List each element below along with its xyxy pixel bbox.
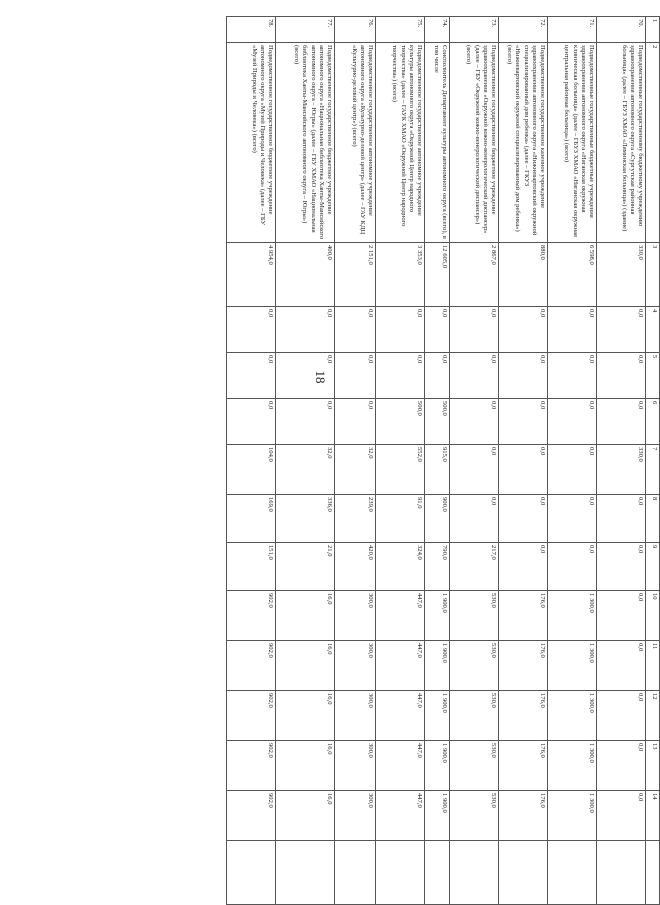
value-cell: 0,0 [335,399,376,445]
row-description-cell: Соисполнитель Департамент культуры автономного округа (всего), в том числе [425,43,450,243]
value-cell: 400,0 [276,243,335,307]
col-number: 10 [646,591,660,641]
value-cell: 1 300,0 [548,691,597,741]
col-number: 7 [646,445,660,495]
row-number-cell: 70. [597,17,646,43]
table-row [597,17,646,905]
col-number: 5 [646,353,660,399]
value-cell: 169,0 [227,495,276,543]
value-cell: 6 598,0 [548,243,597,307]
value-cell: 0,0 [450,307,499,353]
value-cell: 552,0 [376,445,425,495]
col-number: 11 [646,641,660,691]
row-description-cell: Подведомственное государственное автономное учреждение автономного округа «Культурно-деловой центр» (далее – ГАУ КДЦ «Культурно-деловой центр») (всего) [335,43,376,243]
col-number-extra [646,841,660,905]
value-cell: 447,0 [376,741,425,791]
table-row [499,17,548,905]
value-cell: 0,0 [335,307,376,353]
col-number: 4 [646,307,660,353]
value-cell: 104,0 [227,445,276,495]
value-cell: 447,0 [376,591,425,641]
value-cell: 151,0 [227,543,276,591]
value-cell: 530,0 [450,791,499,841]
value-cell: 0,0 [450,399,499,445]
value-cell: 530,0 [450,741,499,791]
table-row [376,17,425,905]
table-row [335,17,376,905]
row-number-cell: 74. [425,17,450,43]
value-cell: 0,0 [548,543,597,591]
value-cell: 420,0 [335,543,376,591]
empty-cell [425,841,450,905]
empty-cell [227,841,276,905]
value-cell: 176,0 [499,641,548,691]
row-number-cell: 72. [499,17,548,43]
value-cell: 0,0 [227,399,276,445]
value-cell: 32,0 [276,445,335,495]
value-cell: 530,0 [450,591,499,641]
value-cell: 217,0 [450,543,499,591]
value-cell: 16,0 [276,791,335,841]
value-cell: 1 300,0 [548,641,597,691]
row-number-cell: 75. [376,17,425,43]
value-cell: 0,0 [597,791,646,841]
value-cell: 902,0 [227,791,276,841]
table-row [425,17,450,905]
value-cell: 1 900,0 [425,591,450,641]
value-cell: 915,0 [425,445,450,495]
empty-cell [450,841,499,905]
value-cell: 2 151,0 [335,243,376,307]
col-number: 13 [646,741,660,791]
value-cell: 902,0 [227,641,276,691]
value-cell: 0,0 [499,445,548,495]
column-number-row [646,17,660,905]
value-cell: 0,0 [499,353,548,399]
rotated-table-container [76,16,660,904]
value-cell: 500,0 [425,399,450,445]
row-description-cell: Подведомственное государственное казенное учреждение здравоохранения автономного округа «Нижневартовский окружной специализированный дом ребенка» (далее – ГКУЗ «Нижневартовский окружной специализированный дом ребенка») (всего) [499,43,548,243]
row-number-cell: 76. [335,17,376,43]
value-cell: 239,0 [335,495,376,543]
value-cell: 0,0 [276,353,335,399]
row-number-cell: 71. [548,17,597,43]
row-description-cell: Подведомственное государственное автономное учреждение культуры автономного округа «Окружной Центр народного творчества» (далее – ГАУК ХМАО «Окружной Центр народного творчества») (всего) [376,43,425,243]
empty-cell [335,841,376,905]
value-cell: 336,0 [276,495,335,543]
value-cell: 16,0 [276,741,335,791]
value-cell: 0,0 [450,445,499,495]
value-cell: 0,0 [548,353,597,399]
value-cell: 0,0 [499,543,548,591]
value-cell: 0,0 [597,591,646,641]
value-cell: 0,0 [450,353,499,399]
value-cell: 0,0 [499,307,548,353]
value-cell: 4 954,0 [227,243,276,307]
value-cell: 0,0 [276,399,335,445]
col-number: 2 [646,43,660,243]
value-cell: 176,0 [499,791,548,841]
value-cell: 0,0 [597,741,646,791]
value-cell: 0,0 [548,399,597,445]
value-cell: 300,0 [335,691,376,741]
value-cell: 0,0 [425,307,450,353]
value-cell: 0,0 [548,307,597,353]
value-cell: 1 900,0 [425,641,450,691]
col-number: 8 [646,495,660,543]
value-cell: 447,0 [376,791,425,841]
value-cell: 0,0 [499,495,548,543]
value-cell: 300,0 [335,591,376,641]
value-cell: 21,0 [276,543,335,591]
value-cell: 1 300,0 [548,741,597,791]
table-row [276,17,335,905]
value-cell: 330,0 [597,243,646,307]
value-cell: 16,0 [276,641,335,691]
col-number: 6 [646,399,660,445]
budget-table [226,16,660,905]
table-row [548,17,597,905]
page-number: 18 [313,370,328,384]
value-cell: 902,0 [227,741,276,791]
value-cell: 1 900,0 [425,691,450,741]
value-cell: 0,0 [597,691,646,741]
value-cell: 2 867,0 [450,243,499,307]
value-cell: 1 900,0 [425,791,450,841]
value-cell: 0,0 [548,495,597,543]
value-cell: 0,0 [276,307,335,353]
row-description-cell: Подведомственное государственное бюджетное учреждение здравоохранения «Окружной кожно-венерологический диспансер» (далее – ГБУ «Окружной кожно-венерологический диспансер») (всего) [450,43,499,243]
value-cell: 0,0 [548,445,597,495]
value-cell: 91,0 [376,495,425,543]
table-row [227,17,276,905]
value-cell: 32,0 [335,445,376,495]
value-cell: 1 900,0 [425,741,450,791]
value-cell: 0,0 [227,307,276,353]
value-cell: 16,0 [276,591,335,641]
row-description-cell: Подведомственные государственные бюджетные учреждения здравоохранения автономного округа «Няганская окружная клиническая больница» (далее – ГБУЗ ХМАО «Няганская окружная центральная районная больница») (всего) [548,43,597,243]
value-cell: 1 300,0 [548,591,597,641]
value-cell: 176,0 [499,591,548,641]
value-cell: 0,0 [425,353,450,399]
value-cell: 900,0 [425,495,450,543]
value-cell: 0,0 [335,353,376,399]
value-cell: 330,0 [597,445,646,495]
row-description-cell: Подведомственное государственное бюджетное учреждение автономного округа «Музей Природы и Человека» (далее – ГБУ «Музей Природы и Человека») (всего) [227,43,276,243]
row-description-cell: Подведомственное государственное бюджетное учреждение автономного округа «Национальная библиотека Ханты-Мансийского автономного округа – Югры» (далее – ГБУ ХМАО «Национальная библиотека Ханты-Мансийского автономного округа – Югры») (всего) [276,43,335,243]
value-cell: 0,0 [597,641,646,691]
row-number-cell: 77. [276,17,335,43]
value-cell: 447,0 [376,641,425,691]
value-cell: 0,0 [597,399,646,445]
value-cell: 0,0 [376,353,425,399]
value-cell: 3 353,0 [376,243,425,307]
value-cell: 0,0 [597,495,646,543]
col-number: 14 [646,791,660,841]
col-number: 9 [646,543,660,591]
value-cell: 0,0 [597,353,646,399]
value-cell: 0,0 [376,307,425,353]
value-cell: 902,0 [227,691,276,741]
col-number: 12 [646,691,660,741]
value-cell: 0,0 [597,307,646,353]
value-cell: 790,0 [425,543,450,591]
value-cell: 880,0 [499,243,548,307]
value-cell: 0,0 [450,495,499,543]
table-row [450,17,499,905]
value-cell: 447,0 [376,691,425,741]
value-cell: 0,0 [227,353,276,399]
empty-cell [597,841,646,905]
value-cell: 1 300,0 [548,791,597,841]
value-cell: 300,0 [335,641,376,691]
value-cell: 12 605,0 [425,243,450,307]
value-cell: 324,0 [376,543,425,591]
value-cell: 530,0 [450,641,499,691]
empty-cell [376,841,425,905]
empty-cell [276,841,335,905]
value-cell: 300,0 [335,741,376,791]
col-number: 3 [646,243,660,307]
col-number: 1 [646,17,660,43]
empty-cell [548,841,597,905]
value-cell: 300,0 [335,791,376,841]
row-number-cell: 78. [227,17,276,43]
value-cell: 16,0 [276,691,335,741]
value-cell: 0,0 [597,543,646,591]
value-cell: 500,0 [376,399,425,445]
empty-cell [499,841,548,905]
value-cell: 176,0 [499,741,548,791]
table-wrapper [76,16,660,904]
row-number-cell: 73. [450,17,499,43]
value-cell: 902,0 [227,591,276,641]
value-cell: 530,0 [450,691,499,741]
value-cell: 176,0 [499,691,548,741]
row-description-cell: Подведомственные государственному бюджетному учреждению здравоохранения автономного округа «Сургутская районная больница» (далее – ГБУЗ ХМАО «Ляминская больница») (здание) [597,43,646,243]
value-cell: 0,0 [499,399,548,445]
